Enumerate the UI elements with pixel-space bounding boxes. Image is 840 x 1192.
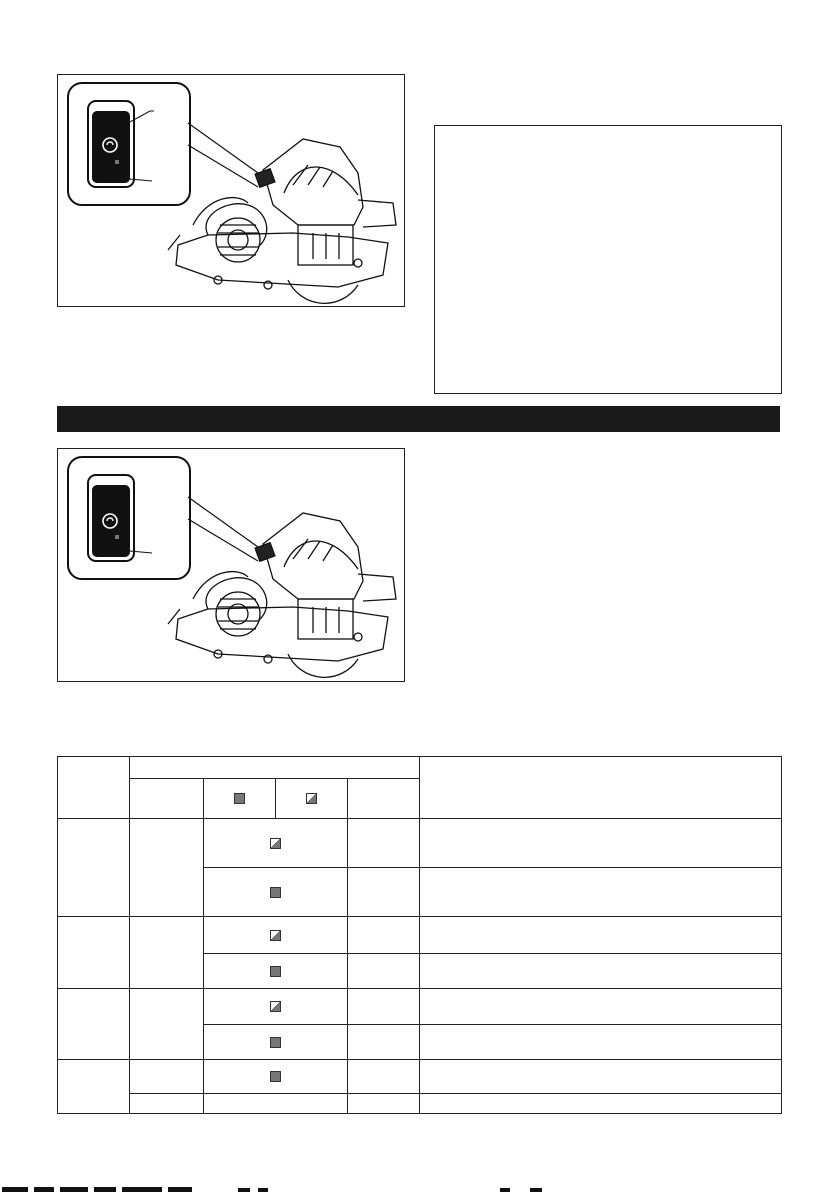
table-cell	[348, 1094, 420, 1114]
table-cell	[204, 1094, 348, 1114]
table-cell	[420, 868, 782, 917]
table-row	[58, 819, 782, 868]
lamp-on-icon	[270, 887, 281, 898]
lamp-on-icon	[270, 1037, 281, 1048]
cropped-footer-text	[0, 1186, 840, 1192]
indicator-lamp-icon	[115, 535, 119, 539]
table-cell	[348, 1025, 420, 1060]
table-cell	[420, 1025, 782, 1060]
table-cell	[348, 917, 420, 954]
figure-switch-panel-1	[57, 74, 405, 307]
table-cell	[204, 1060, 348, 1094]
circular-saw-illustration	[58, 449, 404, 681]
table-cell	[420, 1060, 782, 1094]
section-heading-bar	[57, 406, 780, 432]
indicator-lamp-icon	[115, 160, 119, 164]
table-cell	[204, 868, 348, 917]
circular-saw-illustration	[58, 75, 404, 306]
table-cell	[130, 757, 420, 779]
table-row	[58, 1094, 782, 1114]
table-header-row	[58, 757, 782, 779]
table-cell	[348, 989, 420, 1025]
lamp-on-icon	[270, 966, 281, 977]
table-cell	[420, 819, 782, 868]
table-cell	[204, 954, 348, 989]
table-cell	[204, 989, 348, 1025]
table-cell	[204, 1025, 348, 1060]
table-cell	[420, 1094, 782, 1114]
table-cell	[58, 989, 130, 1060]
table-cell	[348, 1060, 420, 1094]
table-cell	[420, 917, 782, 954]
lamp-blinking-icon	[270, 838, 281, 849]
table-cell	[58, 819, 130, 917]
lamp-blinking-icon	[270, 930, 281, 941]
table-row	[58, 917, 782, 954]
table-cell	[58, 757, 130, 819]
table-cell	[58, 917, 130, 989]
switch-panel	[92, 485, 130, 557]
table-row	[58, 989, 782, 1025]
table-cell	[204, 917, 348, 954]
table-cell	[204, 779, 276, 819]
table-row	[58, 1060, 782, 1094]
table-cell	[348, 954, 420, 989]
table-cell	[130, 1060, 204, 1094]
switch-panel	[92, 111, 130, 183]
table-cell	[130, 989, 204, 1060]
table-cell	[58, 1060, 130, 1114]
table-cell	[204, 819, 348, 868]
table-cell	[130, 779, 204, 819]
table-cell	[276, 779, 348, 819]
indicator-status-table	[57, 756, 782, 1114]
lamp-blinking-icon	[306, 793, 317, 804]
note-box	[434, 125, 782, 394]
lamp-on-icon	[234, 793, 245, 804]
table-cell	[348, 868, 420, 917]
table-cell	[420, 757, 782, 819]
lamp-on-icon	[270, 1071, 281, 1082]
table-cell	[348, 779, 420, 819]
table-cell	[130, 819, 204, 917]
table-cell	[348, 819, 420, 868]
table-cell	[420, 989, 782, 1025]
lamp-blinking-icon	[270, 1001, 281, 1012]
table-cell	[130, 917, 204, 989]
table-cell	[130, 1094, 204, 1114]
table-cell	[420, 954, 782, 989]
figure-switch-panel-2	[57, 448, 405, 682]
